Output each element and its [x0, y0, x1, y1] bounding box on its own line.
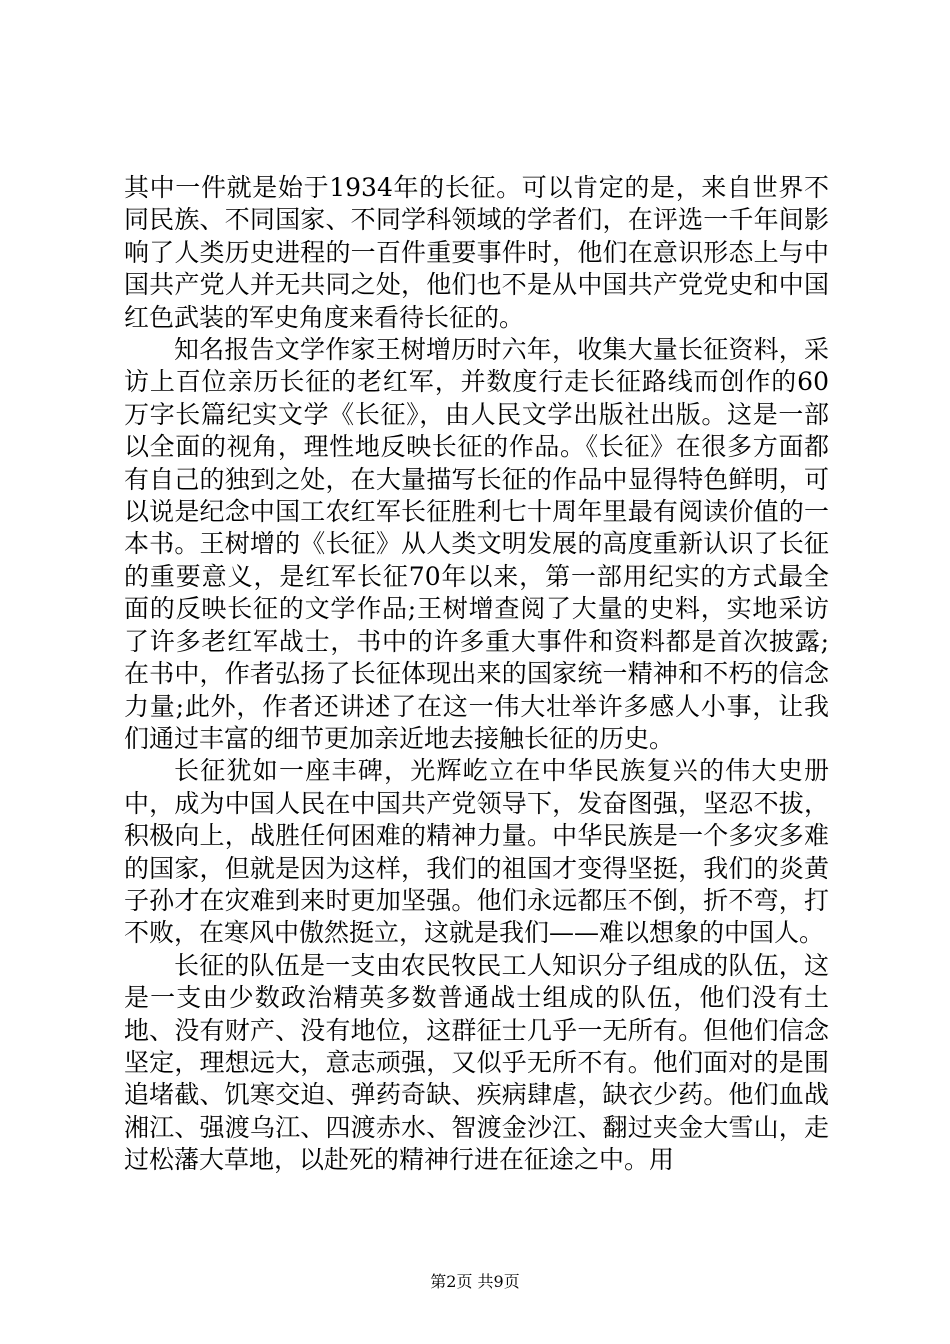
- paragraph-monument: 长征犹如一座丰碑，光辉屹立在中华民族复兴的伟大史册中，成为中国人民在中国共产党领导下，发奋图强，坚忍不拔，积极向上，战胜任何困难的精神力量。中华民族是一个多灾多难的国家，但就是因为这样，我们的祖国才变得坚挺，我们的炎黄子孙才在灾难到来时更加坚强。他们永远都压不倒，折不弯，打不败，在寒风中傲然挺立，这就是我们——难以想象的中国人。: [124, 756, 829, 948]
- paragraph-continuation: 其中一件就是始于1934年的长征。可以肯定的是，来自世界不同民族、不同国家、不同学科领域的学者们，在评选一千年间影响了人类历史进程的一百件重要事件时，他们在意识形态上与中国共产党人并无共同之处，他们也不是从中国共产党党史和中国红色武装的军史角度来看待长征的。: [124, 173, 829, 332]
- body-text: [124, 172, 829, 1177]
- page-number-footer: 第2页 共9页: [430, 1272, 520, 1291]
- paragraph-army: 长征的队伍是一支由农民牧民工人知识分子组成的队伍，这是一支由少数政治精英多数普通战士组成的队伍，他们没有土地、没有财产、没有地位，这群征士几乎一无所有。但他们信念坚定，理想远大，意志顽强，又似乎无所不有。他们面对的是围追堵截、饥寒交迫、弹药奇缺、疾病肆虐，缺衣少药。他们血战湘江、强渡乌江、四渡赤水、智渡金沙江、翻过夹金大雪山，走过松藩大草地，以赴死的精神行进在征途之中。用: [124, 950, 829, 1175]
- paragraph-author-book: 知名报告文学作家王树增历时六年，收集大量长征资料，采访上百位亲历长征的老红军，并数度行走长征路线而创作的60万字长篇纪实文学《长征》，由人民文学出版社出版。这是一部以全面的视角，理性地反映长征的作品。《长征》在很多方面都有自己的独到之处，在大量描写长征的作品中显得特色鲜明，可以说是纪念中国工农红军长征胜利七十周年里最有阅读价值的一本书。王树增的《长征》从人类文明发展的高度重新认识了长征的重要意义，是红军长征70年以来，第一部用纪实的方式最全面的反映长征的文学作品;王树增查阅了大量的史料，实地采访了许多老红军战士，书中的许多重大事件和资料都是首次披露;在书中，作者弘扬了长征体现出来的国家统一精神和不朽的信念力量;此外，作者还讲述了在这一伟大壮举许多感人小事，让我们通过丰富的细节更加亲近地去接触长征的历史。: [124, 335, 829, 753]
